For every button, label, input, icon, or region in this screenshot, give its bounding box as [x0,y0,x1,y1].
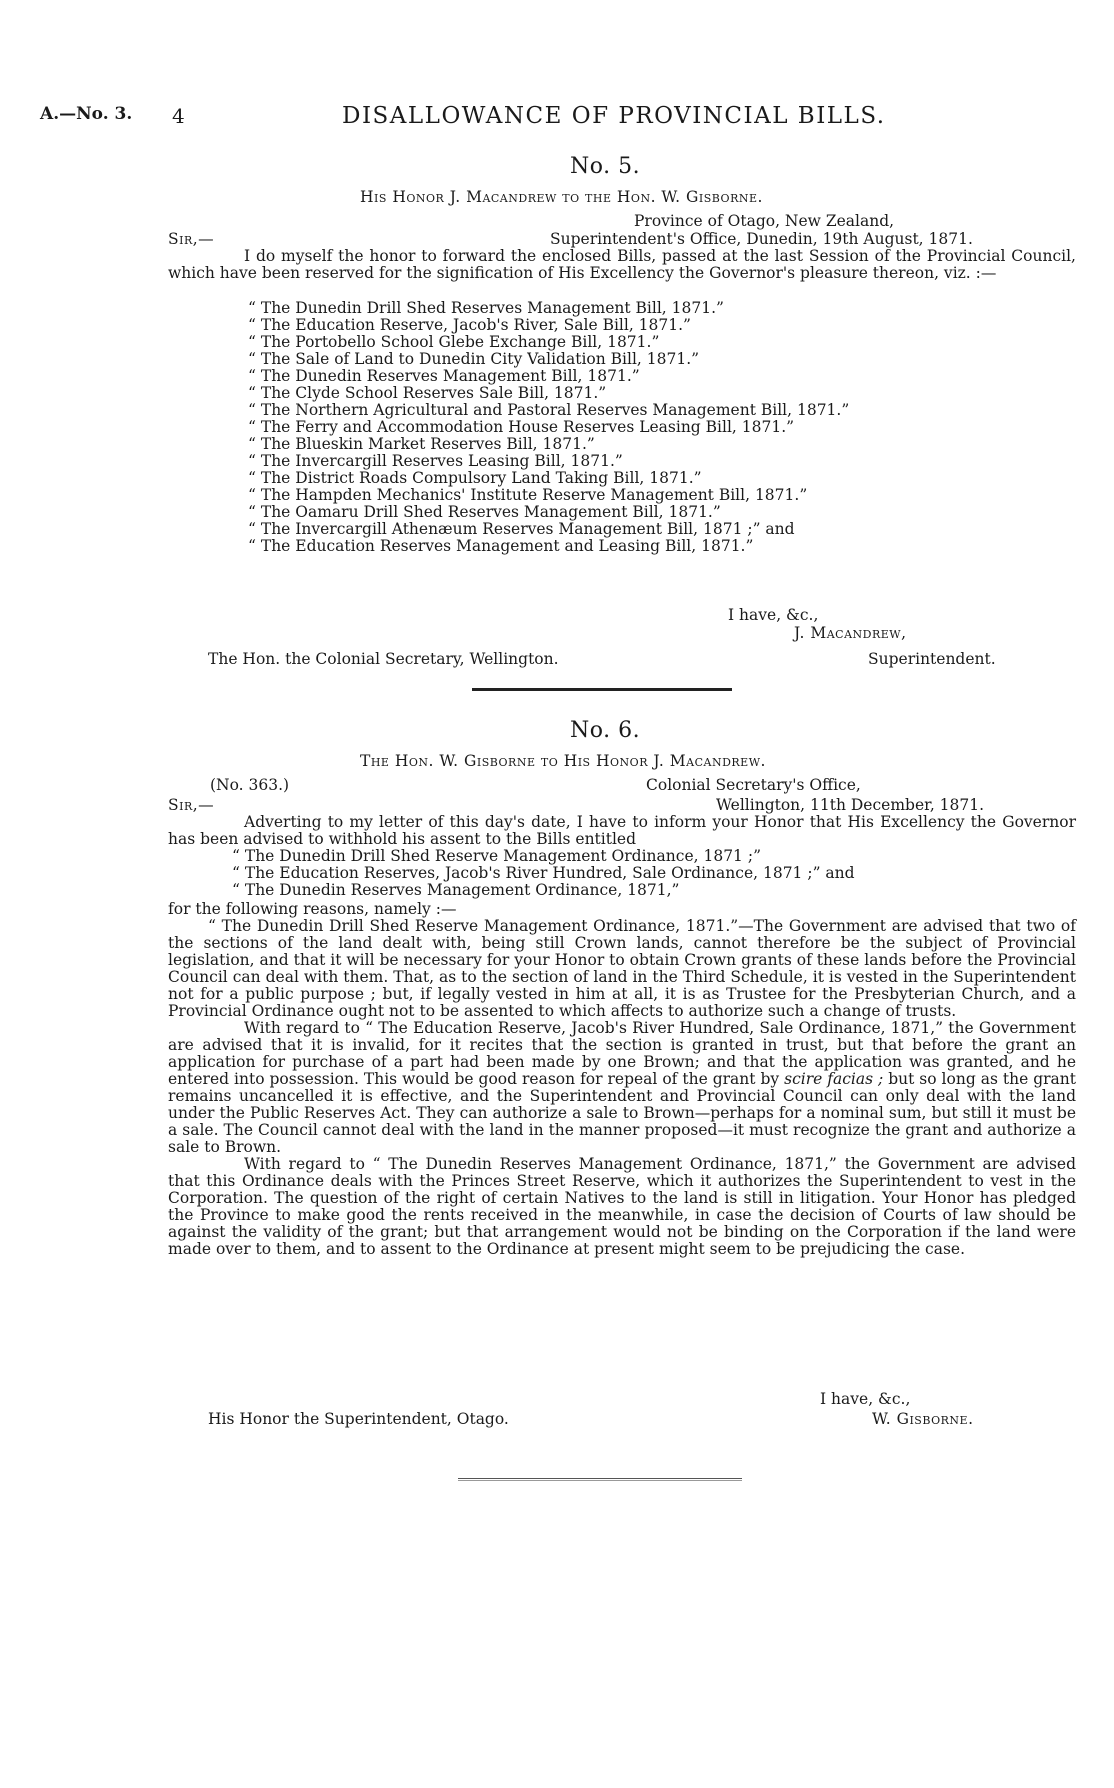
bill-item: “ The District Roads Compulsory Land Taking Bill, 1871.” [248,469,702,487]
bill-item: “ The Dunedin Reserves Management Bill, 1871.” [248,367,640,385]
bill-item: “ The Ferry and Accommodation House Reserves Leasing Bill, 1871.” [248,418,795,436]
letter-5-number: No. 5. [570,154,641,179]
bill-item: “ The Education Reserves Management and Leasing Bill, 1871.” [248,537,754,555]
bill-item: “ The Portobello School Glebe Exchange Bill, 1871.” [248,333,660,351]
letter-6-signature: W. Gisborne. [872,1410,974,1428]
letter-5-paragraph: I do myself the honor to forward the enclosed Bills, passed at the last Session of the Provincial Council, which have been reserved for the signification of His Excellency the Governor's pleasure thereon, viz. :— [168,247,1076,282]
letter-5-address-line-1: Province of Otago, New Zealand, [634,212,895,230]
letter-6-address-line-2: Wellington, 11th December, 1871. [716,796,985,814]
letter-6-paragraph-3-italic: scire facias ; [784,1070,884,1088]
letter-6-paragraph-1: Adverting to my letter of this day's date, I have to inform your Honor that His Excellency the Governor has been advised to withhold his assent to the Bills entitled [168,813,1076,848]
page-number: 4 [172,104,185,128]
letter-5-signatory-title: Superintendent. [868,650,996,668]
bill-item: “ The Blueskin Market Reserves Bill, 1871.” [248,435,595,453]
letter-6-salutation: Sir,— [168,796,215,814]
letter-5-address-line-2: Superintendent's Office, Dunedin, 19th August, 1871. [550,230,973,248]
bill-item: “ The Hampden Mechanics' Institute Reserve Management Bill, 1871.” [248,486,808,504]
letter-6-reasons-intro: for the following reasons, namely :— [168,900,457,918]
letter-5-from-to: His Honor J. Macandrew to the Hon. W. Gisborne. [360,188,763,206]
letter-6-recipient: His Honor the Superintendent, Otago. [208,1410,509,1428]
bill-item: “ The Education Reserve, Jacob's River, Sale Bill, 1871.” [248,316,691,334]
letter-5-signature: J. Macandrew, [794,624,907,642]
letter-6-paragraph-4: With regard to “ The Dunedin Reserves Management Ordinance, 1871,” the Government are advised that this Ordinance deals with the Princes Street Reserve, which it authorizes the Superintendent to vest in the Corporation. The question of the right of certain Natives to the land is still in litigation. Your Honor has pledged the Province to make good the rents received in the meanwhile, in case the decision of Courts of law should be against the validity of the grant; but that arrangement would not be binding on the Corporation if the land were made over to them, and to assent to the Ordinance at present might seem to be prejudicing the case. [168,1155,1076,1258]
bill-item: “ The Invercargill Athenæum Reserves Management Bill, 1871 ;” and [248,520,795,538]
bill-item: “ The Invercargill Reserves Leasing Bill, 1871.” [248,452,623,470]
letter-5-closing: I have, &c., [728,606,819,624]
bill-item: “ The Dunedin Drill Shed Reserves Management Bill, 1871.” [248,299,724,317]
page-title: DISALLOWANCE OF PROVINCIAL BILLS. [342,103,886,129]
letter-6-closing: I have, &c., [820,1390,911,1408]
letter-6-paragraph-3-part-a: With regard to “ The Education Reserve, Jacob's River Hundred, Sale Ordinance, 1871,” the Government are advised that it is invalid, for it recites that the section is granted in trust, but that before the grant an application for purchase of a part had been made by one Brown; and that the application was granted, and he entered into possession. This would be good reason for repeal of the grant by [168,1019,1076,1088]
ordinance-item: “ The Education Reserves, Jacob's River Hundred, Sale Ordinance, 1871 ;” and [232,864,855,882]
letter-5-salutation: Sir,— [168,230,215,248]
letter-5-bill-list [248,300,849,555]
letter-6-address-line-1: Colonial Secretary's Office, [646,776,861,794]
letter-6-from-to: The Hon. W. Gisborne to His Honor J. Macandrew. [360,752,766,770]
section-divider [472,688,732,691]
letter-5-body [168,248,1076,282]
section-divider-end [458,1478,742,1481]
letter-6-paragraph-2: “ The Dunedin Drill Shed Reserve Management Ordinance, 1871.”—The Government are advised that two of the sections of the land dealt with, being still Crown lands, cannot therefore be the subject of Provincial legislation, and that it will be necessary for your Honor to obtain Crown grants of these lands before the Provincial Council can deal with them. That, as to the section of land in the Third Schedule, it is vested in the Superintendent not for a public purpose ; but, if legally vested in him at all, it is as Trustee for the Presbyterian Church, and a Provincial Ordinance ought not to be assented to which affects to authorize such a change of trusts. [168,917,1076,1020]
letter-6-paragraph-1-block [168,814,1076,848]
letter-5-recipient: The Hon. the Colonial Secretary, Wellington. [208,650,559,668]
letter-6-reference-number: (No. 363.) [210,776,290,794]
ordinance-item: “ The Dunedin Drill Shed Reserve Management Ordinance, 1871 ;” [232,847,761,865]
letter-6-paragraph-3-part-b: but so long as the grant remains uncancelled it is effective, and the Superintendent and Provincial Council can only deal with the land under the Public Reserves Act. They can authorize a sale to Brown—perhaps for a nominal sum, but still it must be a sale. The Council cannot deal with the land in the manner proposed—it must recognize the grant and authorize a sale to Brown. [168,1070,1076,1156]
bill-item: “ The Northern Agricultural and Pastoral Reserves Management Bill, 1871.” [248,401,850,419]
letter-6-number: No. 6. [570,718,641,743]
bill-item: “ The Clyde School Reserves Sale Bill, 1871.” [248,384,607,402]
document-reference: A.—No. 3. [40,104,133,124]
bill-item: “ The Oamaru Drill Shed Reserves Management Bill, 1871.” [248,503,721,521]
letter-6-paragraph-3 [168,1020,1076,1156]
ordinance-item: “ The Dunedin Reserves Management Ordinance, 1871,” [232,881,680,899]
letter-6-ordinance-list [232,848,855,899]
letter-6-body [168,918,1076,1258]
bill-item: “ The Sale of Land to Dunedin City Validation Bill, 1871.” [248,350,700,368]
